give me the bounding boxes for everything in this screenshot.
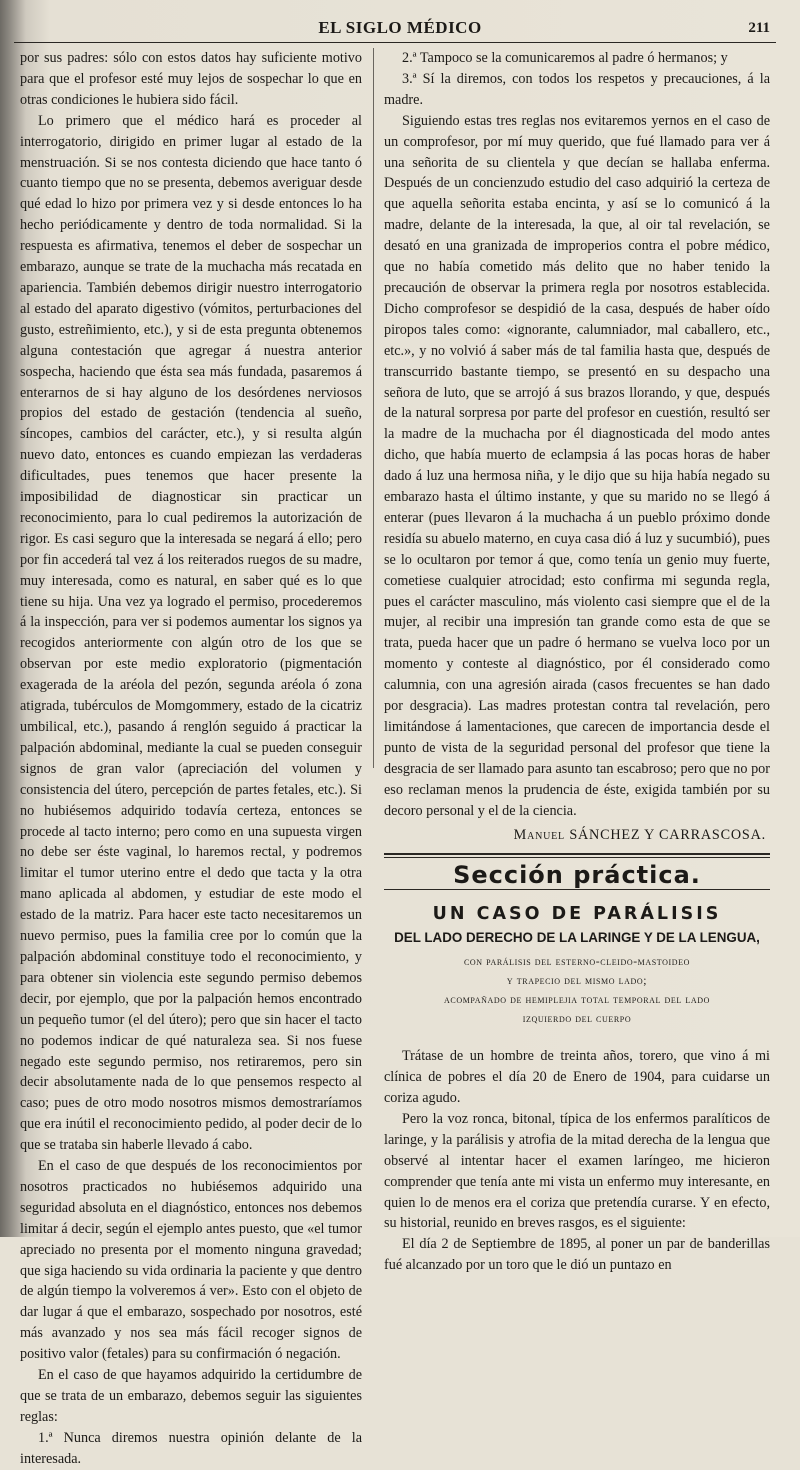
journal-title: EL SIGLO MÉDICO: [318, 18, 482, 37]
article-title: UN CASO DE PARÁLISIS: [432, 904, 722, 925]
article-body: [384, 1046, 770, 1276]
right-column: [384, 48, 770, 1276]
author-signature: Manuel SÁNCHEZ Y CARRASCOSA.: [513, 826, 766, 843]
rule-item: 1.ª Nunca diremos nuestra opinión delante de la interesada.: [20, 1429, 362, 1467]
column-divider: [373, 48, 374, 768]
left-column: [20, 48, 362, 1470]
section-rule: [384, 853, 770, 855]
paragraph: por sus padres: sólo con estos datos hay suficiente motivo para que el profesor esté muy lejos de sospechar lo que en otras condiciones le hubiera sido fácil.: [20, 50, 362, 108]
section-title: Sección práctica.: [453, 861, 701, 890]
article-subtitle-line: y trapecio del mismo lado;: [506, 974, 648, 988]
article-subtitle-line: con parálisis del esterno-cleido-mastoideo: [463, 955, 691, 969]
page-number: 211: [748, 20, 770, 36]
paragraph: Siguiendo estas tres reglas nos evitaremos yernos en el caso de un comprofesor, por mí muy querido, que fué llamado para ver á una señorita de su clientela y que decían se hallaba enferma. Después de un concienzudo estudio del caso adquirió la certeza de que aquella señorita estaba encinta, y así se lo comunicó á la madre, delante de la interesada, la que, al oir tal revelación, se desató en una granizada de improperios contra el pobre médico, que no había cometido más delito que no haber tenido la precaución de observar la primera regla por nosotros establecida. Dicho comprofesor se despidió de la casa, después de haber oído piropos tales como: «ignorante, calumniador, mal caballero, etc., etc.», y no volvió á saber más de tal familia hasta que, después de transcurrido bastante tiempo, se presentó en su despacho una señora de luto, que se arrojó á sus brazos llorando, y que, después de la natural sorpresa por parte del profesor en cuestión, resultó ser la madre de la muchacha por él diagnosticada del modo antes dicho, que había muerto de eclampsia á las pocas horas de haber dado á luz una hermosa niña, y le dijo que su hija había negado su embarazo hasta el último instante, y que su marido no se llegó á enterar (pues llevaron á la muchacha á un pueblo próximo donde residía su abuelo materno, en cuya casa dió á luz y sucumbió), pues se lo ocultaron por temor á que, como tenía un genio muy fuerte, cometiese cualquier atrocidad; esto confirma mi segunda regla, pues el carácter masculino, más violento casi siempre que el de la mujer, al recibir una impresión tan grande como esta de que se trata, pueda hacer que un padre ó hermano se vuelva loco por un momento y conteste al diagnóstico, por él considerado como calumnia, con una agresión airada (casos frecuentes se han dado por desgracia). Las madres protestan contra tal revelación, pero limitándose á lamentaciones, que carecen de importancia desde el punto de vista de la seguridad personal del profesor que tiene la desgracia de ser llamado para asunto tan escabroso; pero que no por eso reclaman menos la prudencia de éste, exigida también por su decoro personal y el de la ciencia.: [384, 112, 770, 819]
section-rule: [384, 857, 770, 858]
paragraph: El día 2 de Septiembre de 1895, al poner un par de banderillas fué alcanzado por un toro que le dió un puntazo en: [384, 1236, 770, 1274]
article-subtitle-line: acompañado de hemiplejia total temporal del lado: [444, 993, 710, 1007]
paragraph: Pero la voz ronca, bitonal, típica de los enfermos paralíticos de laringe, y la parálisis y atrofia de la mitad derecha de la lengua que observé al intentar hacer el examen laríngeo, me hicieron comprender que tenía ante mi vista un enfermo muy interesante, en quien lo de menos era el coriza que pretendía curarse. Y en efecto, su historial, reunido en breves rasgos, es el siguiente:: [384, 1110, 770, 1232]
paragraph: Trátase de un hombre de treinta años, torero, que vino á mi clínica de pobres el día 20 de Enero de 1904, para cuidarse un coriza agudo.: [384, 1048, 770, 1106]
section-rule: [384, 889, 770, 890]
paragraph: En el caso de que después de los reconocimientos por nosotros practicados no hubiésemos adquirido una seguridad absoluta en el diagnóstico, entonces nos debemos limitar á decir, según el ejemplo antes puesto, que «el tumor apreciado no presenta por el momento ninguna gravedad; que siga haciendo su vida ordinaria la paciente y que dentro de algún tiempo la volveremos á ver». Esto con el objeto de dar lugar á que el embarazo, sospechado por nosotros, esté más avanzado y nos sea más fácil recoger signos de positivo valor (fetales) para su confirmación ó negación.: [20, 1158, 362, 1363]
header-rule: [14, 42, 776, 43]
rule-item: 2.ª Tampoco se la comunicaremos al padre ó hermanos; y: [402, 50, 728, 66]
article-subtitle-line: izquierdo del cuerpo: [522, 1012, 632, 1026]
page-header: [0, 0, 800, 44]
paragraph: Lo primero que el médico hará es proceder al interrogatorio, dirigido en primer lugar al estado de la menstruación. Si se nos contesta diciendo que hace tanto ó cuanto tiempo que no se presenta, debemos averiguar desde qué edad lo hizo por primera vez y si desde entonces lo ha hecho periódicamente y dentro de toda normalidad. Si la respuesta es afirmativa, tenemos el deber de sospechar un embarazo, aunque se trate de la muchacha más recatada en apariencia. También debemos dirigir nuestro interrogatorio al estado del aparato digestivo (vómitos, perturbaciones del gusto, estreñimiento, etc.), y si de esta pregunta obtenemos alguna contestación que agregar á nuestra anterior sospecha, haciendo que ésta sea más fundada, pasaremos á enterarnos de si hay alguno de los desórdenes nerviosos propios del estado de gestación (tendencia al sueño, síncopes, cambios del carácter, etc.), y si resulta algún nuevo dato, entonces es cuando empiezan las verdaderas dificultades, pues tenemos que hacer presente la imposibilidad de diagnosticar sin practicar un reconocimiento, para lo cual pediremos la autorización de rigor. Es casi seguro que la interesada se negará á ello; pero por fin accederá tal vez á los reiterados ruegos de su madre, muy interesada, como es natural, en saber qué es lo que tiene su hija. Una vez ya logrado el permiso, procederemos á la inspección, para ver si podemos aumentar los signos ya recogidos anteriormente con algún otro de los que se observan por este medio exploratorio (pigmentación exagerada de la aréola del pezón, segunda aréola ó zona atigrada, tubérculos de Momgommery, estado de la cicatriz umbilical, etc.), pasando á renglón seguido á practicar la palpación abdominal, mediante la cual se pueden conseguir signos de gran valor (apreciación del volumen y consistencia del útero, percepción de partes fetales, etc.). Si no hubiésemos adquirido todavía certeza, entonces se procede al tacto interno; pero como en una supuesta virgen no debe ser éste vaginal, lo haremos rectal, y podremos limitar el tumor uterino entre el dedo que tacta y la otra mano aplicada al abdomen, y estudiar de este modo el estado de la matriz. Para hacer este tacto necesitaremos un nuevo permiso, pues la familia cree por lo común que la palpación abdominal constituye todo el reconocimiento, y para obtener sin violencia este segundo permiso debemos decir, por ejemplo, que por la palpación hemos encontrado un pequeño tumor (el del útero); pero que sin hacer el tacto no podemos indicar de qué naturaleza sea. Si nos fuese negado este segundo permiso, nos retiraremos, pero sin decir absolutamente nada de lo que pensemos respecto al caso; pues de otro modo nosotros mismos demostraríamos que era inútil el reconocimiento pedido, al poder decir de lo que se trataba sin haberle llevado á cabo.: [20, 112, 362, 1154]
article-subtitle: DEL LADO DERECHO DE LA LARINGE Y DE LA LENGUA,: [394, 930, 760, 946]
rule-item: 3.ª Sí la diremos, con todos los respetos y precauciones, á la madre.: [384, 70, 770, 108]
paragraph: En el caso de que hayamos adquirido la certidumbre de que se trata de un embarazo, debemos seguir las siguientes reglas:: [20, 1367, 362, 1425]
